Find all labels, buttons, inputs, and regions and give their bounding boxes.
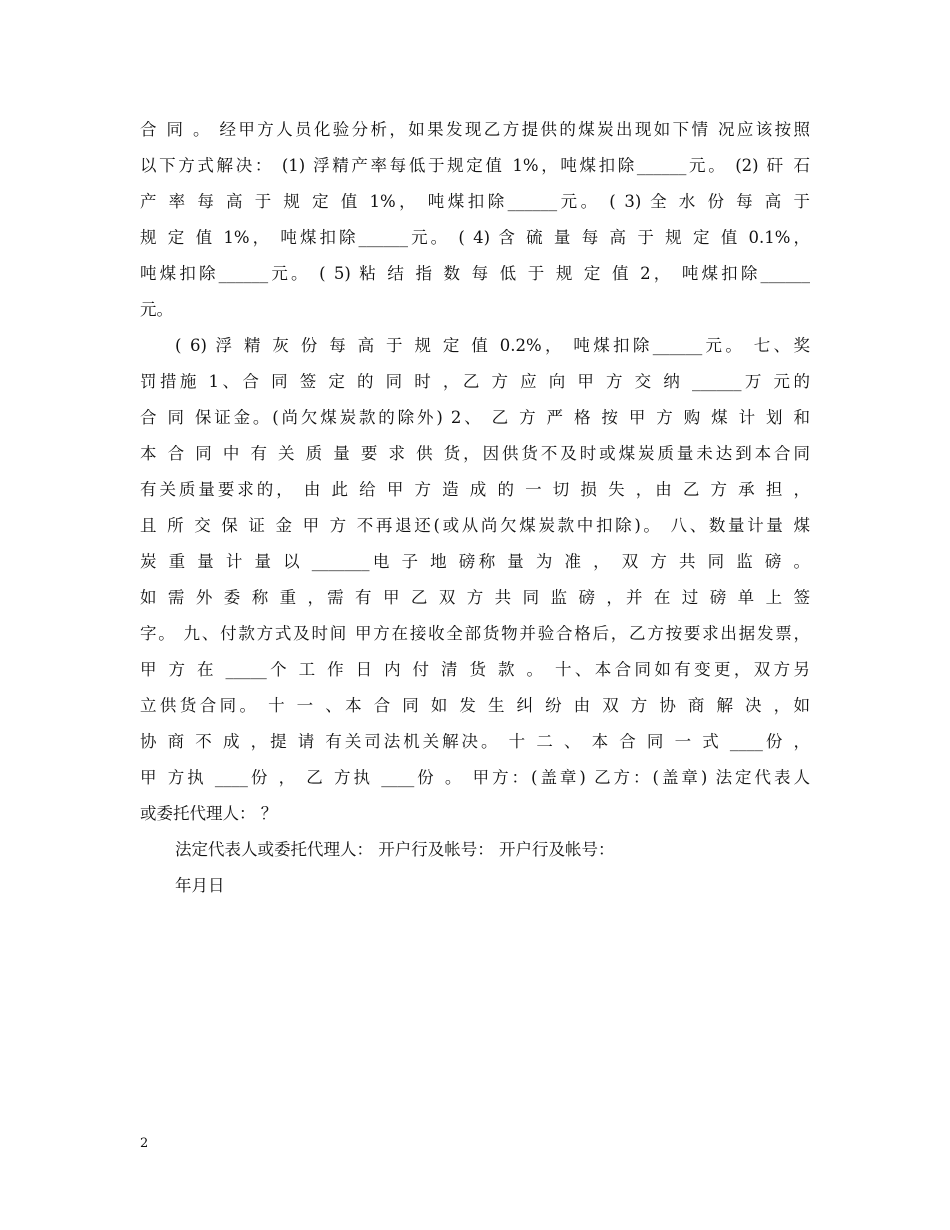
text-line: 罚措施 1、合 同 签 定 的 同 时 ，乙 方 应 向 甲 方 交 纳 ______万 元的: [140, 372, 810, 391]
text-line: 元。: [140, 300, 173, 319]
text-line: 合 同 。 经甲方人员化验分析，如果发现乙方提供的煤炭出现如下情 况应该按照: [140, 120, 810, 139]
page-number: 2: [140, 1136, 149, 1151]
text-line: 以下方式解决： (1) 浮精产率每低于规定值 1%，吨煤扣除______元。 (2) 矸 石: [140, 156, 810, 175]
text-line: 且 所 交 保 证 金 甲 方 不再退还(或从尚欠煤炭款中扣除)。 八、数量计量 煤: [140, 516, 810, 535]
text-line: 炭 重 量 计 量 以 _______电 子 地 磅称 量 为 准 ， 双 方 共 同 监 磅 。: [140, 552, 810, 571]
text-line: 本 合 同 中 有 关 质 量 要 求 供 货，因供货不及时或煤炭质量未达到本合同: [140, 444, 810, 463]
date-line: 年月日: [175, 876, 225, 895]
text-line: 如 需 外 委 称 重 ，需 有 甲 乙 双 方 共 同 监 磅 ，并 在 过 磅 单 上 签: [140, 588, 810, 607]
text-line: 立供货合同。 十 一 、本 合 同 如 发 生 纠 纷 由 双 方 协 商 解 决 ，如: [140, 696, 810, 715]
text-line: 甲 方执 ____份 ， 乙 方执 ____份 。 甲方：(盖章) 乙方：(盖章) 法定代表人: [140, 768, 810, 787]
text-line: 或委托代理人： ？: [140, 804, 278, 823]
text-line: 甲 方 在 _____个 工 作 日 内 付 清 货 款 。 十、本合同如有变更，双方另: [140, 660, 810, 679]
text-line: 产 率 每 高 于 规 定 值 1%， 吨煤扣除______元。 ( 3) 全 水 份 每 高 于: [140, 192, 810, 211]
text-line: 规 定 值 1%， 吨煤扣除______元。 ( 4) 含 硫 量 每 高 于 规 定 值 0.1%，: [140, 228, 810, 247]
text-line: 字。 九、付款方式及时间 甲方在接收全部货物并验合格后，乙方按要求出据发票，: [140, 624, 810, 643]
text-line: 吨煤扣除______元。 ( 5) 粘 结 指 数 每 低 于 规 定 值 2， 吨煤扣除______: [140, 264, 810, 283]
text-line: ( 6) 浮 精 灰 份 每 高 于 规 定 值 0.2%， 吨煤扣除______元。 七、奖: [175, 336, 810, 355]
text-line: 有关质量要求的， 由 此 给 甲 方 造 成 的 一 切 损 失 ，由 乙 方 承 担 ，: [140, 480, 810, 499]
text-line: 协 商 不 成 ，提 请 有关司法机关解决。 十 二 、 本 合 同 一 式 ____份 ，: [140, 732, 810, 751]
signature-fields-line: 法定代表人或委托代理人： 开户行及帐号： 开户行及帐号：: [175, 840, 615, 859]
text-line: 合 同 保证金。(尚欠煤炭款的除外) 2、 乙 方 严 格 按 甲 方 购 煤 计 划 和: [140, 408, 810, 427]
